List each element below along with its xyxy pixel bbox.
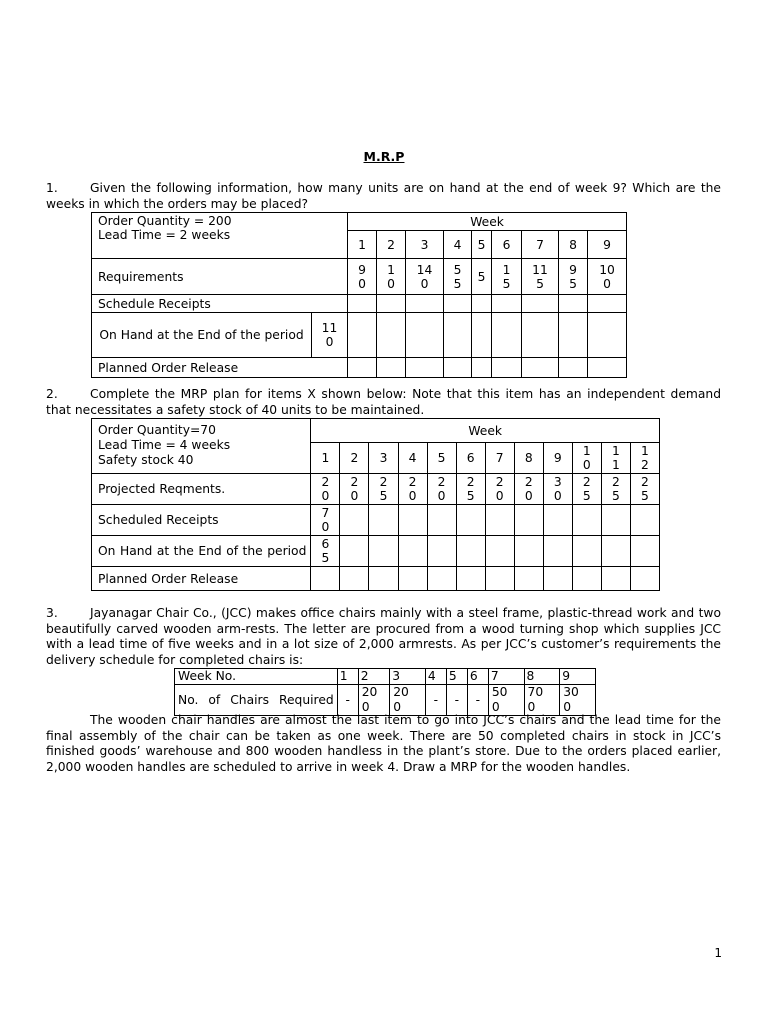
cell-line: 2 xyxy=(437,475,446,489)
week-number-cell: 4 xyxy=(444,231,472,259)
schedule-receipt-cell xyxy=(348,295,377,313)
planned-order-cell xyxy=(348,358,377,378)
question-3-text: Jayanagar Chair Co., (JCC) makes office chairs mainly with a steel frame, plastic-thread work and two beautifully carved wooden arm-rests. The letter are procured from a wood turning shop which supplies JCC with a lead time of five weeks and in a lot size of 2,000 armrests. As per JCC’s customer’s requirements the delivery schedule for completed chairs is: xyxy=(46,606,721,667)
cell-line: 5 xyxy=(641,489,649,503)
week-number-cell: 9 xyxy=(588,231,627,259)
question-1-number: 1. xyxy=(46,181,58,195)
cell-line: 6 xyxy=(321,537,330,551)
cell-line: 0 xyxy=(358,276,366,291)
cell-line: 2 xyxy=(350,451,359,465)
cell-line: 3 xyxy=(553,475,562,489)
planned-order-cell xyxy=(514,567,543,591)
chairs-required-cell xyxy=(488,685,524,716)
week-number-cell: 8 xyxy=(524,669,560,685)
week-number-cell: 4 xyxy=(425,669,446,685)
cell-line: 2 xyxy=(379,475,388,489)
week-number-cell: 1 xyxy=(337,669,358,685)
cell-line: 0 xyxy=(603,276,611,291)
question-2-text: Complete the MRP plan for items X shown below: Note that this item has an independent demand that necessitates a safety stock of 40 units to be maintained. xyxy=(46,387,721,417)
planned-order-cell xyxy=(543,567,572,591)
question-1-text: Given the following information, how many units are on hand at the end of week 9? Which are the weeks in which the orders may be placed? xyxy=(46,181,721,211)
week-number-cell xyxy=(630,443,659,474)
chairs-required-cell xyxy=(390,685,426,716)
cell-line: 5 xyxy=(502,276,511,291)
planned-order-cell xyxy=(485,567,514,591)
safety-stock-label: Safety stock 40 xyxy=(98,453,194,467)
cell-line: 2 xyxy=(641,475,649,489)
scheduled-receipt-cell xyxy=(514,505,543,536)
chairs-required-cell xyxy=(524,685,560,716)
cell-line: 0 xyxy=(491,700,500,714)
week-number-cell: 9 xyxy=(560,669,596,685)
projected-requirement-cell xyxy=(601,474,630,505)
schedule-receipt-cell xyxy=(377,295,406,313)
cell-line: 5 xyxy=(321,551,330,565)
on-hand-cell xyxy=(543,536,572,567)
document-title: M.R.P xyxy=(363,149,405,164)
chairs-required-cell xyxy=(446,685,467,716)
cell-line: - xyxy=(433,692,439,707)
cell-line: 5 xyxy=(437,451,446,465)
cell-line: 5 xyxy=(569,276,577,291)
cell-line: 1 xyxy=(611,444,620,458)
on-hand-cell xyxy=(340,536,369,567)
cell-line: 5 xyxy=(379,489,388,503)
requirement-cell xyxy=(377,259,406,295)
cell-line: 20 xyxy=(393,685,409,699)
chairs-required-cell xyxy=(425,685,446,716)
cell-line: - xyxy=(475,692,481,707)
scheduled-receipt-cell xyxy=(427,505,456,536)
week-number-cell xyxy=(311,443,340,474)
cell-line: 5 xyxy=(611,489,620,503)
week-number-cell xyxy=(340,443,369,474)
page-number: 1 xyxy=(714,946,722,960)
scheduled-receipt-cell xyxy=(572,505,601,536)
projected-requirement-cell xyxy=(485,474,514,505)
cell-line: 3 xyxy=(379,451,388,465)
question-2 xyxy=(46,387,721,418)
chairs-required-cell xyxy=(358,685,389,716)
on-hand-cell xyxy=(377,313,406,358)
week-number-cell xyxy=(369,443,398,474)
cell-line: - xyxy=(454,692,460,707)
cell-line: 0 xyxy=(420,276,429,291)
week-header: Week xyxy=(311,419,660,443)
cell-line: 6 xyxy=(466,451,475,465)
cell-line: 0 xyxy=(325,335,334,349)
cell-line: 5 xyxy=(582,489,591,503)
cell-line: 1 xyxy=(611,458,620,472)
question-1 xyxy=(46,181,721,212)
projected-requirement-cell xyxy=(630,474,659,505)
cell-line: 0 xyxy=(350,489,359,503)
on-hand-cell xyxy=(601,536,630,567)
row-label-on-hand: On Hand at the End of the period xyxy=(92,313,312,358)
planned-order-cell xyxy=(427,567,456,591)
on-hand-cell xyxy=(588,313,627,358)
mrp-table-1 xyxy=(91,212,627,378)
planned-order-cell xyxy=(522,358,559,378)
on-hand-cell xyxy=(444,313,472,358)
projected-requirement-cell xyxy=(369,474,398,505)
row-label-scheduled-receipts: Scheduled Receipts xyxy=(92,505,311,536)
order-quantity-label: Order Quantity=70 xyxy=(98,423,216,437)
planned-order-cell xyxy=(588,358,627,378)
on-hand-cell xyxy=(427,536,456,567)
initial-on-hand-cell xyxy=(312,313,348,358)
planned-order-cell xyxy=(398,567,427,591)
projected-requirement-cell xyxy=(543,474,572,505)
requirement-cell xyxy=(348,259,377,295)
chairs-required-cell xyxy=(467,685,488,716)
week-number-cell: 7 xyxy=(522,231,559,259)
week-number-cell xyxy=(456,443,485,474)
planned-order-cell xyxy=(340,567,369,591)
projected-requirement-cell xyxy=(514,474,543,505)
on-hand-cell xyxy=(559,313,588,358)
week-number-cell xyxy=(427,443,456,474)
cell-line: 0 xyxy=(527,700,536,714)
cell-line: 0 xyxy=(387,276,395,291)
cell-line: 2 xyxy=(611,475,620,489)
cell-line: 2 xyxy=(321,475,330,489)
requirement-cell xyxy=(559,259,588,295)
lead-time-label: Lead Time = 2 weeks xyxy=(98,228,231,242)
row-label-schedule-receipts: Schedule Receipts xyxy=(92,295,348,313)
lead-time-label: Lead Time = 4 weeks xyxy=(98,438,231,452)
on-hand-cell xyxy=(406,313,444,358)
cell-line: 5 xyxy=(477,269,486,284)
cell-line: 0 xyxy=(437,489,446,503)
requirement-cell xyxy=(406,259,444,295)
table-2-params xyxy=(92,419,311,474)
cell-line: 11 xyxy=(321,321,338,335)
planned-order-cell xyxy=(572,567,601,591)
cell-line: 2 xyxy=(495,475,504,489)
cell-line: 0 xyxy=(321,520,330,534)
week-number-cell: 5 xyxy=(446,669,467,685)
projected-requirement-cell xyxy=(456,474,485,505)
scheduled-receipt-cell xyxy=(630,505,659,536)
cell-line: - xyxy=(345,692,350,707)
projected-requirement-cell xyxy=(572,474,601,505)
requirement-cell xyxy=(588,259,627,295)
week-number-cell: 3 xyxy=(406,231,444,259)
schedule-receipt-cell xyxy=(472,295,492,313)
week-number-cell: 3 xyxy=(390,669,426,685)
cell-line: 8 xyxy=(524,451,533,465)
order-quantity-label: Order Quantity = 200 xyxy=(98,214,232,228)
on-hand-cell xyxy=(572,536,601,567)
cell-line: 1 xyxy=(641,444,649,458)
on-hand-cell xyxy=(348,313,377,358)
cell-line: 9 xyxy=(553,451,562,465)
initial-scheduled-receipt-cell xyxy=(311,505,340,536)
planned-order-cell xyxy=(406,358,444,378)
week-number-cell xyxy=(543,443,572,474)
cell-line: 7 xyxy=(495,451,504,465)
cell-line: 2 xyxy=(466,475,475,489)
row-label-on-hand: On Hand at the End of the period xyxy=(92,536,311,567)
cell-line: 10 xyxy=(599,262,615,277)
question-3-continued xyxy=(46,713,721,775)
row-label-chairs-required: No. of Chairs Required xyxy=(175,685,338,716)
on-hand-cell xyxy=(456,536,485,567)
cell-line: 5 xyxy=(466,489,475,503)
planned-order-cell xyxy=(601,567,630,591)
cell-line: 11 xyxy=(532,262,548,277)
projected-requirement-cell xyxy=(398,474,427,505)
cell-line: 0 xyxy=(321,489,330,503)
schedule-receipt-cell xyxy=(406,295,444,313)
cell-line: 2 xyxy=(582,475,591,489)
planned-order-cell xyxy=(492,358,522,378)
scheduled-receipt-cell xyxy=(485,505,514,536)
cell-line: 2 xyxy=(524,475,533,489)
week-number-cell: 6 xyxy=(467,669,488,685)
cell-line: 1 xyxy=(321,451,330,465)
row-label-projected-requirements: Projected Reqments. xyxy=(92,474,311,505)
delivery-schedule-table xyxy=(174,668,596,716)
week-number-cell: 2 xyxy=(377,231,406,259)
cell-line: 2 xyxy=(408,475,417,489)
cell-line: 20 xyxy=(361,685,378,699)
on-hand-cell xyxy=(485,536,514,567)
schedule-receipt-cell xyxy=(492,295,522,313)
planned-order-cell xyxy=(311,567,340,591)
projected-requirement-cell xyxy=(311,474,340,505)
week-number-cell: 2 xyxy=(358,669,389,685)
cell-line: 2 xyxy=(350,475,359,489)
scheduled-receipt-cell xyxy=(601,505,630,536)
chairs-required-cell xyxy=(337,685,358,716)
schedule-receipt-cell xyxy=(444,295,472,313)
scheduled-receipt-cell xyxy=(456,505,485,536)
on-hand-cell xyxy=(398,536,427,567)
week-number-cell: 5 xyxy=(472,231,492,259)
planned-order-cell xyxy=(559,358,588,378)
week-header: Week xyxy=(348,213,627,231)
requirement-cell xyxy=(472,259,492,295)
question-3-text-continued: The wooden chair handles are almost the last item to go into JCC’s chairs and the lead time for the final assembly of the chair can be taken as one week. There are 50 completed chairs in stock in JCC’s finished goods’ warehouse and 800 wooden handless in the plant’s store. Due to the orders placed earlier, 2,000 wooden handles are scheduled to arrive in week 4. Draw a MRP for the wooden handles. xyxy=(46,713,721,774)
on-hand-cell xyxy=(630,536,659,567)
cell-line: 5 xyxy=(536,276,544,291)
cell-line: 0 xyxy=(408,489,417,503)
planned-order-cell xyxy=(444,358,472,378)
planned-order-cell xyxy=(377,358,406,378)
requirement-cell xyxy=(444,259,472,295)
on-hand-cell xyxy=(492,313,522,358)
week-number-cell: 6 xyxy=(492,231,522,259)
cell-line: 0 xyxy=(361,700,370,714)
row-label-requirements: Requirements xyxy=(92,259,348,295)
cell-line: 0 xyxy=(495,489,504,503)
table-1-params xyxy=(92,213,348,259)
cell-line: 50 xyxy=(491,685,508,699)
scheduled-receipt-cell xyxy=(398,505,427,536)
week-number-cell xyxy=(485,443,514,474)
question-3 xyxy=(46,606,721,668)
row-label-planned-order-release: Planned Order Release xyxy=(92,567,311,591)
cell-line: 0 xyxy=(524,489,533,503)
cell-line: 4 xyxy=(408,451,417,465)
week-number-cell xyxy=(398,443,427,474)
chairs-required-cell xyxy=(560,685,596,716)
requirement-cell xyxy=(522,259,559,295)
cell-line: 0 xyxy=(563,700,572,714)
cell-line: 2 xyxy=(641,458,649,472)
week-number-cell: 1 xyxy=(348,231,377,259)
question-2-number: 2. xyxy=(46,387,58,401)
schedule-receipt-cell xyxy=(522,295,559,313)
schedule-receipt-cell xyxy=(559,295,588,313)
cell-line: 9 xyxy=(569,262,577,277)
row-label-planned-order-release: Planned Order Release xyxy=(92,358,348,378)
projected-requirement-cell xyxy=(427,474,456,505)
cell-line: 1 xyxy=(582,444,591,458)
row-label-week-no: Week No. xyxy=(175,669,338,685)
planned-order-cell xyxy=(472,358,492,378)
mrp-table-2 xyxy=(91,418,660,591)
on-hand-cell xyxy=(369,536,398,567)
schedule-receipt-cell xyxy=(588,295,627,313)
cell-line: 30 xyxy=(563,685,579,699)
planned-order-cell xyxy=(369,567,398,591)
cell-line: 0 xyxy=(582,458,591,472)
week-number-cell xyxy=(572,443,601,474)
cell-line: 0 xyxy=(553,489,562,503)
requirement-cell xyxy=(492,259,522,295)
planned-order-cell xyxy=(630,567,659,591)
cell-line: 1 xyxy=(387,262,395,277)
cell-line: 9 xyxy=(358,262,366,277)
week-number-cell: 7 xyxy=(488,669,524,685)
cell-line: 5 xyxy=(453,276,462,291)
scheduled-receipt-cell xyxy=(543,505,572,536)
week-number-cell: 8 xyxy=(559,231,588,259)
scheduled-receipt-cell xyxy=(369,505,398,536)
cell-line: 14 xyxy=(416,262,433,277)
question-3-number: 3. xyxy=(46,606,58,620)
initial-on-hand-cell xyxy=(311,536,340,567)
projected-requirement-cell xyxy=(340,474,369,505)
cell-line: 70 xyxy=(527,685,544,699)
scheduled-receipt-cell xyxy=(340,505,369,536)
on-hand-cell xyxy=(514,536,543,567)
week-number-cell xyxy=(514,443,543,474)
cell-line: 0 xyxy=(393,700,402,714)
planned-order-cell xyxy=(456,567,485,591)
on-hand-cell xyxy=(522,313,559,358)
cell-line: 1 xyxy=(502,262,511,277)
week-number-cell xyxy=(601,443,630,474)
cell-line: 7 xyxy=(321,506,330,520)
cell-line: 5 xyxy=(453,262,462,277)
on-hand-cell xyxy=(472,313,492,358)
